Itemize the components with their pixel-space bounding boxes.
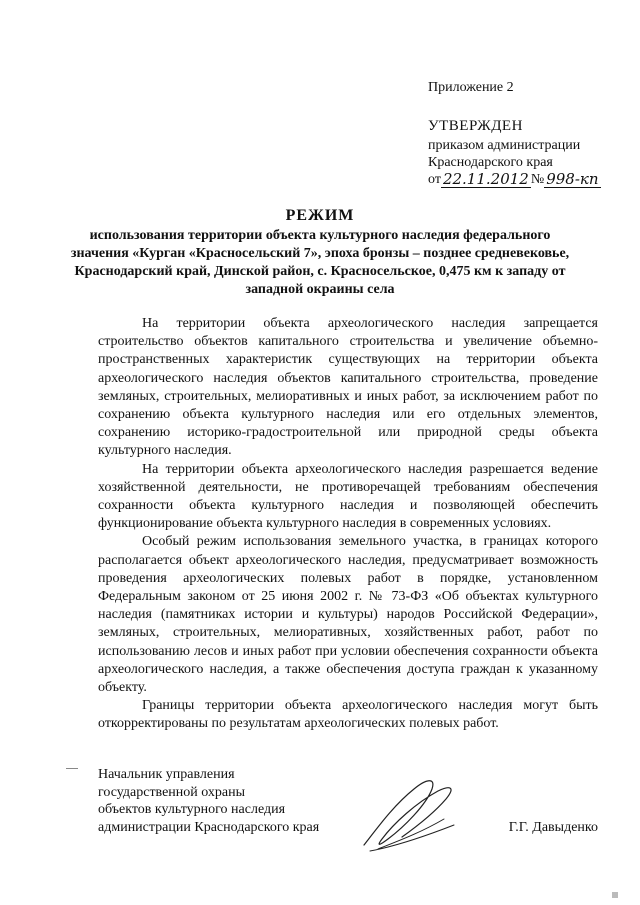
approval-title: УТВЕРЖДЕН: [428, 118, 523, 134]
margin-mark: [66, 768, 78, 769]
approval-line-1: приказом администрации: [428, 138, 581, 153]
paragraph: Границы территории объекта археологического наследия могут быть откорректированы по результатам археологических полевых работ.: [98, 698, 598, 732]
approval-number-handwritten: 998-кп: [546, 170, 599, 188]
scan-artifact: [612, 892, 618, 898]
appendix-label: Приложение 2: [428, 80, 514, 95]
approval-date-handwritten: 22.11.2012: [442, 170, 529, 188]
document-heading: [70, 206, 570, 299]
handwritten-signature: [358, 775, 468, 855]
heading-subtitle: использования территории объекта культурного наследия федерального значения «Курган «Красносельский 7», эпоха бронзы – позднее средневековье, Краснодарский край, Динской район, с. Красносельское, 0,475 км к западу от западной окраины села: [70, 228, 570, 297]
signature-block: [98, 766, 598, 836]
approval-block: [428, 118, 618, 188]
heading-title: РЕЖИМ: [285, 207, 355, 224]
paragraph: На территории объекта археологического наследия запрещается строительство объектов капитального строительства и увеличение объемно-пространственных характеристик существующих на территории объекта археологического наследия объектов капитального строительства, проведение земляных, строительных, мелиоративных и иных работ, за исключением работ по сохранению объекта культурного наследия или его отдельных элементов, сохранению историко-градостроительной или природной среды объекта культурного наследия.: [98, 316, 598, 459]
approval-order-line: [428, 171, 618, 188]
signatory-position-line-1: Начальник управления: [98, 767, 235, 782]
document-body: [98, 315, 598, 734]
approval-number-prefix: №: [530, 172, 545, 187]
signatory-name: Г.Г. Давыденко: [508, 819, 598, 835]
signatory-position-line-2: государственной охраны: [98, 784, 246, 800]
approval-line-2: Краснодарского края: [428, 155, 553, 170]
paragraph: На территории объекта археологического наследия разрешается ведение хозяйственной деятельности, не противоречащей требованиям обеспечения сохранности объекта культурного наследия и позволяющей обеспечить функционирование объекта культурного наследия в современных условиях.: [98, 461, 598, 532]
signatory-position-line-3: объектов культурного наследия: [98, 802, 286, 817]
signatory-position-line-4: администрации Краснодарского края: [98, 819, 320, 835]
paragraph: Особый режим использования земельного участка, в границах которого располагается объект археологического наследия, предусматривает возможность проведения археологических полевых работ в порядке, установленном Федеральным законом от 25 июня 2002 г. № 73-ФЗ «Об объектах культурного наследия (памятниках истории и культуры) народов Российской Федерации», земляных, строительных, мелиоративных, хозяйственных работ, работ по использованию лесов и иных работ при условии обеспечения сохранности объекта археологического наследия, а также обеспечения доступа граждан к указанному объекту.: [98, 534, 598, 696]
approval-from-prefix: от: [428, 172, 441, 187]
